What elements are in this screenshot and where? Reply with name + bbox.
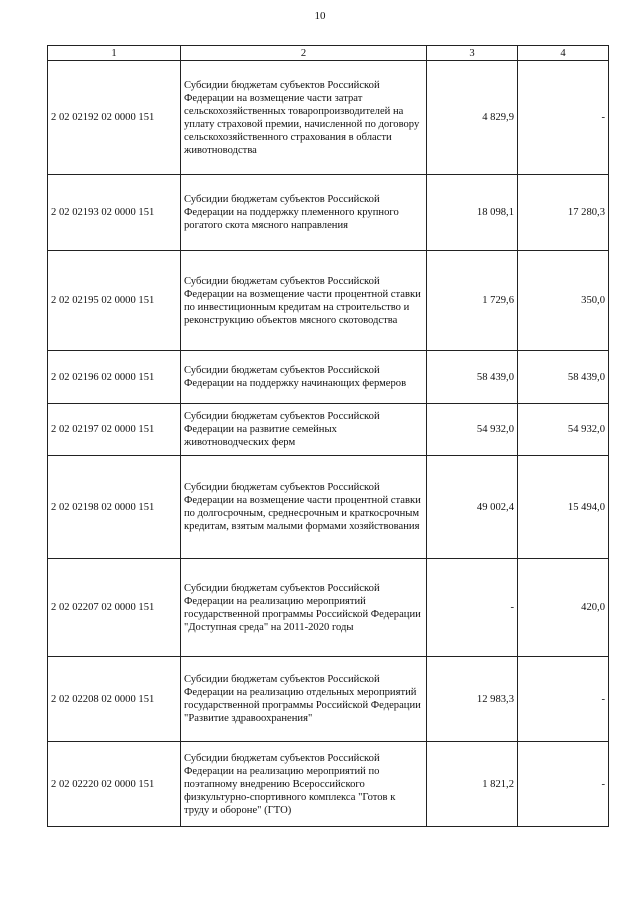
table-row [48, 657, 609, 742]
row-description: Субсидии бюджетам субъектов Российской Федерации на возмещение части процентной ставки по долгосрочным, среднесрочным и краткосрочным кредитам, взятым малыми формами хозяйствования [181, 456, 427, 559]
table-row [48, 404, 609, 456]
amount-col-3: 54 932,0 [427, 404, 518, 456]
amount-col-4: 15 494,0 [518, 456, 609, 559]
row-description: Субсидии бюджетам субъектов Российской Федерации на развитие семейных животноводческих ферм [181, 404, 427, 456]
budget-code: 2 02 02198 02 0000 151 [48, 456, 181, 559]
page-number: 10 [314, 10, 326, 22]
table-row [48, 351, 609, 404]
amount-col-3: 18 098,1 [427, 175, 518, 251]
header-col-3: 3 [427, 46, 518, 61]
amount-col-3: - [427, 559, 518, 657]
amount-col-4: - [518, 657, 609, 742]
row-description: Субсидии бюджетам субъектов Российской Федерации на возмещение части затрат сельскохозяйственных товаропроизводителей на уплату страховой премии, начисленной по договору сельскохозяйственного страхования в области животноводства [181, 61, 427, 175]
amount-col-3: 12 983,3 [427, 657, 518, 742]
amount-col-4: 17 280,3 [518, 175, 609, 251]
amount-col-4: 420,0 [518, 559, 609, 657]
header-col-4: 4 [518, 46, 609, 61]
budget-code: 2 02 02208 02 0000 151 [48, 657, 181, 742]
budget-code: 2 02 02197 02 0000 151 [48, 404, 181, 456]
row-description: Субсидии бюджетам субъектов Российской Федерации на поддержку племенного крупного рогатого скота мясного направления [181, 175, 427, 251]
table-row [48, 559, 609, 657]
amount-col-4: - [518, 61, 609, 175]
budget-code: 2 02 02192 02 0000 151 [48, 61, 181, 175]
budget-code: 2 02 02195 02 0000 151 [48, 251, 181, 351]
row-description: Субсидии бюджетам субъектов Российской Федерации на реализацию мероприятий государственной программы Российской Федерации "Доступная среда" на 2011-2020 годы [181, 559, 427, 657]
row-description: Субсидии бюджетам субъектов Российской Федерации на реализацию мероприятий по поэтапному внедрению Всероссийского физкультурно-спортивного комплекса "Готов к труду и обороне" (ГТО) [181, 742, 427, 827]
table-row [48, 61, 609, 175]
budget-code: 2 02 02193 02 0000 151 [48, 175, 181, 251]
header-col-2: 2 [181, 46, 427, 61]
table-row [48, 456, 609, 559]
table-row [48, 251, 609, 351]
table-row [48, 175, 609, 251]
header-col-1: 1 [48, 46, 181, 61]
amount-col-4: 58 439,0 [518, 351, 609, 404]
amount-col-3: 1 821,2 [427, 742, 518, 827]
amount-col-4: 54 932,0 [518, 404, 609, 456]
header-row [48, 46, 609, 61]
budget-code: 2 02 02220 02 0000 151 [48, 742, 181, 827]
amount-col-4: - [518, 742, 609, 827]
amount-col-3: 58 439,0 [427, 351, 518, 404]
table-row [48, 742, 609, 827]
amount-col-3: 49 002,4 [427, 456, 518, 559]
row-description: Субсидии бюджетам субъектов Российской Федерации на реализацию отдельных мероприятий государственной программы Российской Федерации "Развитие здравоохранения" [181, 657, 427, 742]
row-description: Субсидии бюджетам субъектов Российской Федерации на поддержку начинающих фермеров [181, 351, 427, 404]
amount-col-3: 1 729,6 [427, 251, 518, 351]
amount-col-4: 350,0 [518, 251, 609, 351]
budget-code: 2 02 02196 02 0000 151 [48, 351, 181, 404]
budget-code: 2 02 02207 02 0000 151 [48, 559, 181, 657]
amount-col-3: 4 829,9 [427, 61, 518, 175]
row-description: Субсидии бюджетам субъектов Российской Федерации на возмещение части процентной ставки по инвестиционным кредитам на строительство и реконструкцию объектов мясного скотоводства [181, 251, 427, 351]
budget-table [47, 45, 609, 827]
